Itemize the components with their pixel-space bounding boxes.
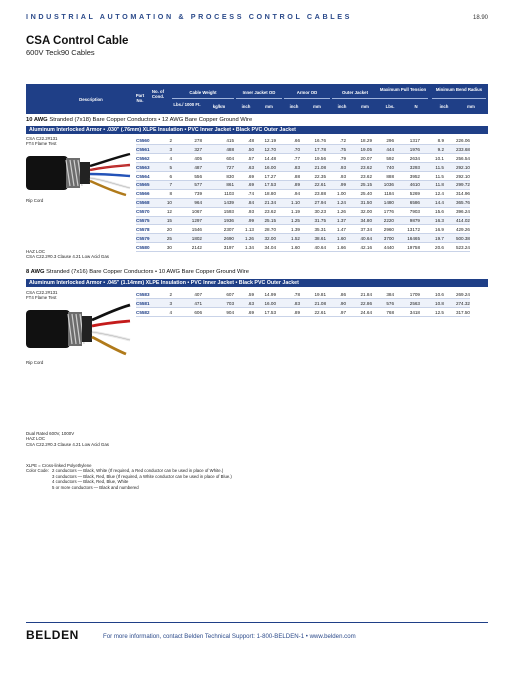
cell-outer-mm: 34.80 [346,216,372,225]
cell-part-no: C5570 [136,207,156,216]
cable-8awg-illustration [26,300,134,358]
category-title: INDUSTRIAL AUTOMATION & PROCESS CONTROL CABLES [26,12,353,21]
cell-armor-inch: 1.19 [276,207,300,216]
cell-inner-inch: .63 [234,163,254,172]
cell-kg-km: 1936 [202,216,234,225]
cell-pull-lbs: 444 [372,145,394,154]
table-row [136,299,470,308]
cell-outer-inch: .90 [326,299,346,308]
cell-pull-n: 13172 [394,225,420,234]
cell-part-no: C5582 [136,308,156,317]
cell-no-cond: 7 [156,180,172,189]
cell-lbs-1000: 739 [172,189,202,198]
table-header [26,84,488,114]
cell-pull-n: 3418 [394,308,420,317]
cell-no-cond: 6 [156,172,172,181]
cell-inner-inch: 1.13 [234,225,254,234]
cell-pull-n: 2634 [394,154,420,163]
cell-pull-n: 6586 [394,198,420,207]
cell-kg-km: 1439 [202,198,234,207]
cell-inner-mm: 17.27 [254,172,276,181]
cell-inner-inch: .69 [234,180,254,189]
cell-inner-mm: 23.62 [254,207,276,216]
col-bend-inch: inch [439,104,449,109]
cell-armor-inch: .77 [276,154,300,163]
cell-inner-mm: 21.34 [254,198,276,207]
cell-lbs-1000: 1546 [172,225,202,234]
cell-bend-inch: 16.3 [420,216,444,225]
cell-lbs-1000: 556 [172,172,202,181]
cell-inner-mm: 25.15 [254,216,276,225]
cell-part-no: C5575 [136,216,156,225]
cell-outer-mm: 24.64 [346,308,372,317]
col-inner-od: Inner Jacket OD [242,90,276,95]
cell-armor-inch: .89 [276,180,300,189]
col-min-bend: Minimum Bend Radius [435,87,483,92]
cell-armor-inch: .70 [276,145,300,154]
cell-outer-inch: .99 [326,180,346,189]
cell-bend-inch: 19.7 [420,234,444,243]
cell-kg-km: 3197 [202,243,234,252]
section-10awg-footnote: HAZ LOC CSA C22.2#0.3 Clause 4.21 Low Acid Gas [26,249,109,260]
table-row [136,198,470,207]
cell-armor-mm: 22.61 [300,180,326,189]
cell-bend-mm: 500.38 [444,234,470,243]
cell-no-cond: 2 [156,290,172,299]
table-row [136,243,470,252]
cell-bend-inch: 14.4 [420,198,444,207]
section-8awg-construction: Aluminum Interlocked Armor • .045" (1.14mm) XLPE Insulation • PVC Inner Jacket • Black PVC Outer Jacket [26,279,488,287]
cell-lbs-1000: 2142 [172,243,202,252]
col-pull-lbs: Lbs. [385,104,395,109]
cell-pull-lbs: 888 [372,172,394,181]
cell-bend-mm: 269.24 [444,290,470,299]
cell-bend-mm: 365.76 [444,198,470,207]
footer-contact: For more information, contact Belden Technical Support: 1-800-BELDEN-1 • www.belden.com [103,633,356,640]
cell-lbs-1000: 405 [172,154,202,163]
cell-outer-inch: .72 [326,136,346,145]
cell-pull-lbs: 592 [372,154,394,163]
cell-armor-mm: 30.23 [300,207,326,216]
cell-outer-inch: 1.00 [326,189,346,198]
cell-outer-mm: 31.50 [346,198,372,207]
col-armor-inch: inch [289,104,299,109]
cell-inner-inch: .74 [234,189,254,198]
cell-kg-km: 607 [202,290,234,299]
cell-kg-km: 861 [202,180,234,189]
cell-inner-inch: .84 [234,198,254,207]
section-8awg-title: 8 AWG Stranded (7x16) Bare Copper Conductors • 10 AWG Bare Copper Ground Wire [26,269,249,275]
cell-kg-km: 1103 [202,189,234,198]
cell-part-no: C5583 [136,290,156,299]
cell-lbs-1000: 327 [172,145,202,154]
cell-bend-mm: 299.72 [444,180,470,189]
cell-bend-mm: 226.06 [444,136,470,145]
color-code-note: Color Code: 2 conductors — Black, White (If required, a Red conductor can be used in place of White.) 3 conductors — Black, Red, Blue (If required, a White conductor can be used in place of Blue.) 4 conductors — Black, Red, Blue, White 5 or more conductors — Black and numbered [26,468,232,490]
cell-pull-lbs: 1480 [372,198,394,207]
cell-inner-inch: 1.34 [234,243,254,252]
cell-armor-inch: .66 [276,136,300,145]
xlpe-note: XLPE = Cross-linked Polyethylene [26,463,92,468]
page-title: CSA Control Cable [26,35,129,47]
page-subtitle: 600V Teck90 Cables [26,48,95,57]
cell-no-cond: 4 [156,308,172,317]
cell-outer-inch: .93 [326,172,346,181]
cell-outer-inch: 1.60 [326,234,346,243]
cell-bend-mm: 396.24 [444,207,470,216]
cell-outer-inch: .86 [326,290,346,299]
cell-part-no: C5560 [136,136,156,145]
cell-outer-inch: .75 [326,145,346,154]
cell-armor-mm: 17.78 [300,145,326,154]
cell-armor-mm: 40.64 [300,243,326,252]
cell-part-no: C5561 [136,145,156,154]
cell-no-cond: 30 [156,243,172,252]
section-8awg-spec-label: CSA C22.2#131 FT4 Flame Test [26,290,58,301]
cell-armor-mm: 38.61 [300,234,326,243]
cell-armor-mm: 16.76 [300,136,326,145]
section-10awg-table [136,136,470,252]
cell-inner-mm: 17.53 [254,308,276,317]
cell-part-no: C5566 [136,189,156,198]
cell-armor-inch: .83 [276,299,300,308]
cell-pull-lbs: 1184 [372,189,394,198]
cell-armor-inch: 1.52 [276,234,300,243]
col-outer-jacket: Outer Jacket [341,90,369,95]
cell-no-cond: 20 [156,225,172,234]
table-row [136,189,470,198]
cell-bend-mm: 429.26 [444,225,470,234]
cell-pull-n: 16465 [394,234,420,243]
cell-armor-mm: 21.08 [300,299,326,308]
cell-pull-lbs: 1776 [372,207,394,216]
cell-pull-n: 4610 [394,180,420,189]
cell-no-cond: 4 [156,154,172,163]
cell-inner-mm: 32.00 [254,234,276,243]
section-10awg-title: 10 AWG Stranded (7x18) Bare Copper Conductors • 12 AWG Bare Copper Ground Wire [26,117,253,123]
cell-no-cond: 3 [156,299,172,308]
col-part-no: Part No. [135,93,145,103]
cell-outer-inch: 1.26 [326,207,346,216]
notes [26,463,232,490]
cell-outer-inch: .93 [326,163,346,172]
cable-10awg-illustration [26,148,134,198]
cell-inner-mm: 17.53 [254,180,276,189]
cell-part-no: C5580 [136,243,156,252]
cell-pull-lbs: 296 [372,136,394,145]
cell-outer-inch: .79 [326,154,346,163]
cell-armor-mm: 27.94 [300,198,326,207]
cell-no-cond: 2 [156,136,172,145]
cell-bend-mm: 292.10 [444,163,470,172]
table-row [136,290,470,299]
cell-pull-n: 19758 [394,243,420,252]
col-kg-km: kg/km [212,104,226,109]
cell-inner-mm: 34.04 [254,243,276,252]
cell-armor-mm: 19.56 [300,154,326,163]
cell-pull-n: 1976 [394,145,420,154]
cell-armor-inch: .83 [276,163,300,172]
cell-outer-mm: 23.62 [346,163,372,172]
cell-outer-inch: 1.47 [326,225,346,234]
cell-outer-mm: 25.40 [346,189,372,198]
cell-inner-mm: 14.48 [254,154,276,163]
cell-outer-mm: 20.07 [346,154,372,163]
cell-inner-inch: .63 [234,299,254,308]
cell-lbs-1000: 278 [172,136,202,145]
table-row [136,234,470,243]
cell-inner-mm: 12.19 [254,136,276,145]
table-row [136,163,470,172]
cell-kg-km: 2690 [202,234,234,243]
col-inner-mm: mm [265,104,273,109]
footer-divider [26,622,488,623]
cell-inner-mm: 14.99 [254,290,276,299]
cell-lbs-1000: 471 [172,299,202,308]
cell-pull-lbs: 384 [372,290,394,299]
cell-inner-mm: 12.70 [254,145,276,154]
cell-lbs-1000: 407 [172,290,202,299]
cell-armor-inch: .88 [276,172,300,181]
cell-pull-lbs: 2960 [372,225,394,234]
cell-armor-mm: 35.31 [300,225,326,234]
cell-bend-mm: 414.02 [444,216,470,225]
cell-inner-mm: 18.80 [254,189,276,198]
cell-inner-inch: .69 [234,308,254,317]
cell-part-no: C5562 [136,154,156,163]
cell-pull-n: 3952 [394,172,420,181]
cell-no-cond: 15 [156,216,172,225]
cell-pull-lbs: 1036 [372,180,394,189]
col-bend-mm: mm [467,104,475,109]
cell-armor-mm: 22.61 [300,308,326,317]
col-pull-n: N [414,104,418,109]
col-inner-inch: inch [241,104,251,109]
cell-outer-mm: 21.84 [346,290,372,299]
col-outer-mm: mm [361,104,369,109]
cell-armor-mm: 22.35 [300,172,326,181]
cell-armor-inch: .89 [276,308,300,317]
cell-inner-inch: .59 [234,290,254,299]
cell-inner-inch: 1.26 [234,234,254,243]
cell-no-cond: 3 [156,145,172,154]
cell-bend-inch: 9.2 [420,145,444,154]
cell-outer-inch: 1.37 [326,216,346,225]
cell-lbs-1000: 1802 [172,234,202,243]
cell-pull-lbs: 576 [372,299,394,308]
cell-armor-inch: .94 [276,189,300,198]
cell-outer-inch: 1.66 [326,243,346,252]
cell-outer-inch: .97 [326,308,346,317]
col-max-pull: Maximum Pull Tension [379,87,427,92]
cell-pull-lbs: 768 [372,308,394,317]
cell-bend-inch: 15.6 [420,207,444,216]
section-10awg-rip-cord: Rip Cord [26,198,44,203]
cell-inner-inch: .50 [234,145,254,154]
cell-kg-km: 727 [202,163,234,172]
belden-logo: BELDEN [26,628,79,642]
cell-inner-mm: 28.70 [254,225,276,234]
table-row [136,207,470,216]
cell-outer-mm: 19.05 [346,145,372,154]
cell-outer-mm: 37.34 [346,225,372,234]
cell-outer-mm: 32.00 [346,207,372,216]
cell-inner-inch: .57 [234,154,254,163]
section-8awg-rip-cord: Rip Cord [26,360,44,365]
cell-bend-inch: 11.8 [420,180,444,189]
cell-bend-inch: 10.6 [420,290,444,299]
col-armor-od: Armor OD [296,90,318,95]
cell-pull-lbs: 2220 [372,216,394,225]
cell-armor-inch: 1.25 [276,216,300,225]
cell-pull-lbs: 4440 [372,243,394,252]
cell-kg-km: 488 [202,145,234,154]
section-10awg-construction: Aluminum Interlocked Armor • .030" (.76mm) XLPE Insulation • PVC Inner Jacket • Black PVC Outer Jacket [26,126,488,134]
table-row [136,180,470,189]
col-no-cond: No. of Cond. [151,89,165,99]
table-row [136,308,470,317]
cell-bend-inch: 11.5 [420,163,444,172]
cell-bend-inch: 16.9 [420,225,444,234]
cell-part-no: C5578 [136,225,156,234]
cell-inner-mm: 16.00 [254,163,276,172]
cell-bend-mm: 317.50 [444,308,470,317]
section-10awg-spec-label: CSA C22.2#131 FT4 Flame Test [26,136,58,147]
cell-bend-mm: 314.96 [444,189,470,198]
table-row [136,225,470,234]
cell-pull-n: 1709 [394,290,420,299]
cell-kg-km: 604 [202,154,234,163]
table-row [136,172,470,181]
cell-outer-mm: 22.86 [346,299,372,308]
cell-armor-inch: .78 [276,290,300,299]
cell-lbs-1000: 964 [172,198,202,207]
cell-armor-mm: 19.81 [300,290,326,299]
cell-pull-lbs: 3700 [372,234,394,243]
cell-armor-inch: 1.60 [276,243,300,252]
cell-armor-mm: 31.75 [300,216,326,225]
cell-bend-mm: 274.32 [444,299,470,308]
cell-lbs-1000: 1297 [172,216,202,225]
cell-outer-inch: 1.24 [326,198,346,207]
cell-inner-inch: .93 [234,207,254,216]
cell-part-no: C5563 [136,163,156,172]
cell-bend-inch: 12.4 [420,189,444,198]
cell-kg-km: 1593 [202,207,234,216]
cell-pull-n: 2563 [394,299,420,308]
cell-bend-mm: 523.24 [444,243,470,252]
cell-bend-mm: 292.10 [444,172,470,181]
cell-outer-mm: 42.16 [346,243,372,252]
col-description: Description [79,97,103,102]
page-header [26,12,488,21]
cell-pull-n: 5269 [394,189,420,198]
cell-no-cond: 8 [156,189,172,198]
cell-pull-lbs: 740 [372,163,394,172]
table-row [136,154,470,163]
cell-bend-inch: 10.1 [420,154,444,163]
cell-inner-inch: .69 [234,172,254,181]
page-number: 18.90 [472,15,488,21]
cell-inner-mm: 16.00 [254,299,276,308]
cell-bend-inch: 20.6 [420,243,444,252]
cell-armor-inch: 1.39 [276,225,300,234]
cell-no-cond: 25 [156,234,172,243]
cell-kg-km: 904 [202,308,234,317]
cell-inner-inch: .48 [234,136,254,145]
cell-pull-n: 1317 [394,136,420,145]
cell-bend-inch: 11.5 [420,172,444,181]
cell-armor-inch: 1.10 [276,198,300,207]
cell-kg-km: 2307 [202,225,234,234]
cell-outer-mm: 40.64 [346,234,372,243]
cell-kg-km: 830 [202,172,234,181]
cell-lbs-1000: 487 [172,163,202,172]
section-8awg-table [136,290,470,317]
cell-bend-inch: 10.8 [420,299,444,308]
cell-no-cond: 5 [156,163,172,172]
cell-part-no: C5568 [136,198,156,207]
cell-pull-n: 9879 [394,216,420,225]
cell-bend-mm: 233.68 [444,145,470,154]
cell-outer-mm: 18.29 [346,136,372,145]
cell-bend-inch: 12.5 [420,308,444,317]
cell-pull-n: 7903 [394,207,420,216]
cell-outer-mm: 25.15 [346,180,372,189]
cell-outer-mm: 23.62 [346,172,372,181]
col-lbs-1000: Lbs./ 1000 Ft. [173,102,201,107]
col-outer-inch: inch [337,104,347,109]
cell-inner-inch: .99 [234,216,254,225]
cell-part-no: C5581 [136,299,156,308]
cell-no-cond: 10 [156,198,172,207]
cell-part-no: C5565 [136,180,156,189]
cell-no-cond: 12 [156,207,172,216]
cell-pull-n: 3293 [394,163,420,172]
cell-lbs-1000: 1067 [172,207,202,216]
col-armor-mm: mm [313,104,321,109]
table-row [136,216,470,225]
cell-armor-mm: 21.08 [300,163,326,172]
cell-part-no: C5564 [136,172,156,181]
cell-bend-mm: 256.54 [444,154,470,163]
cell-lbs-1000: 606 [172,308,202,317]
cell-part-no: C5579 [136,234,156,243]
cell-kg-km: 415 [202,136,234,145]
table-row [136,145,470,154]
cell-lbs-1000: 577 [172,180,202,189]
cell-bend-inch: 8.9 [420,136,444,145]
cell-kg-km: 703 [202,299,234,308]
col-cable-weight: Cable Weight [189,90,217,95]
cell-armor-mm: 23.88 [300,189,326,198]
table-row [136,136,470,145]
section-8awg-footnote: Dual Rated 600V, 1000V HAZ LOC CSA C22.2#0.3 Clause 4.21 Low Acid Gas [26,431,109,447]
